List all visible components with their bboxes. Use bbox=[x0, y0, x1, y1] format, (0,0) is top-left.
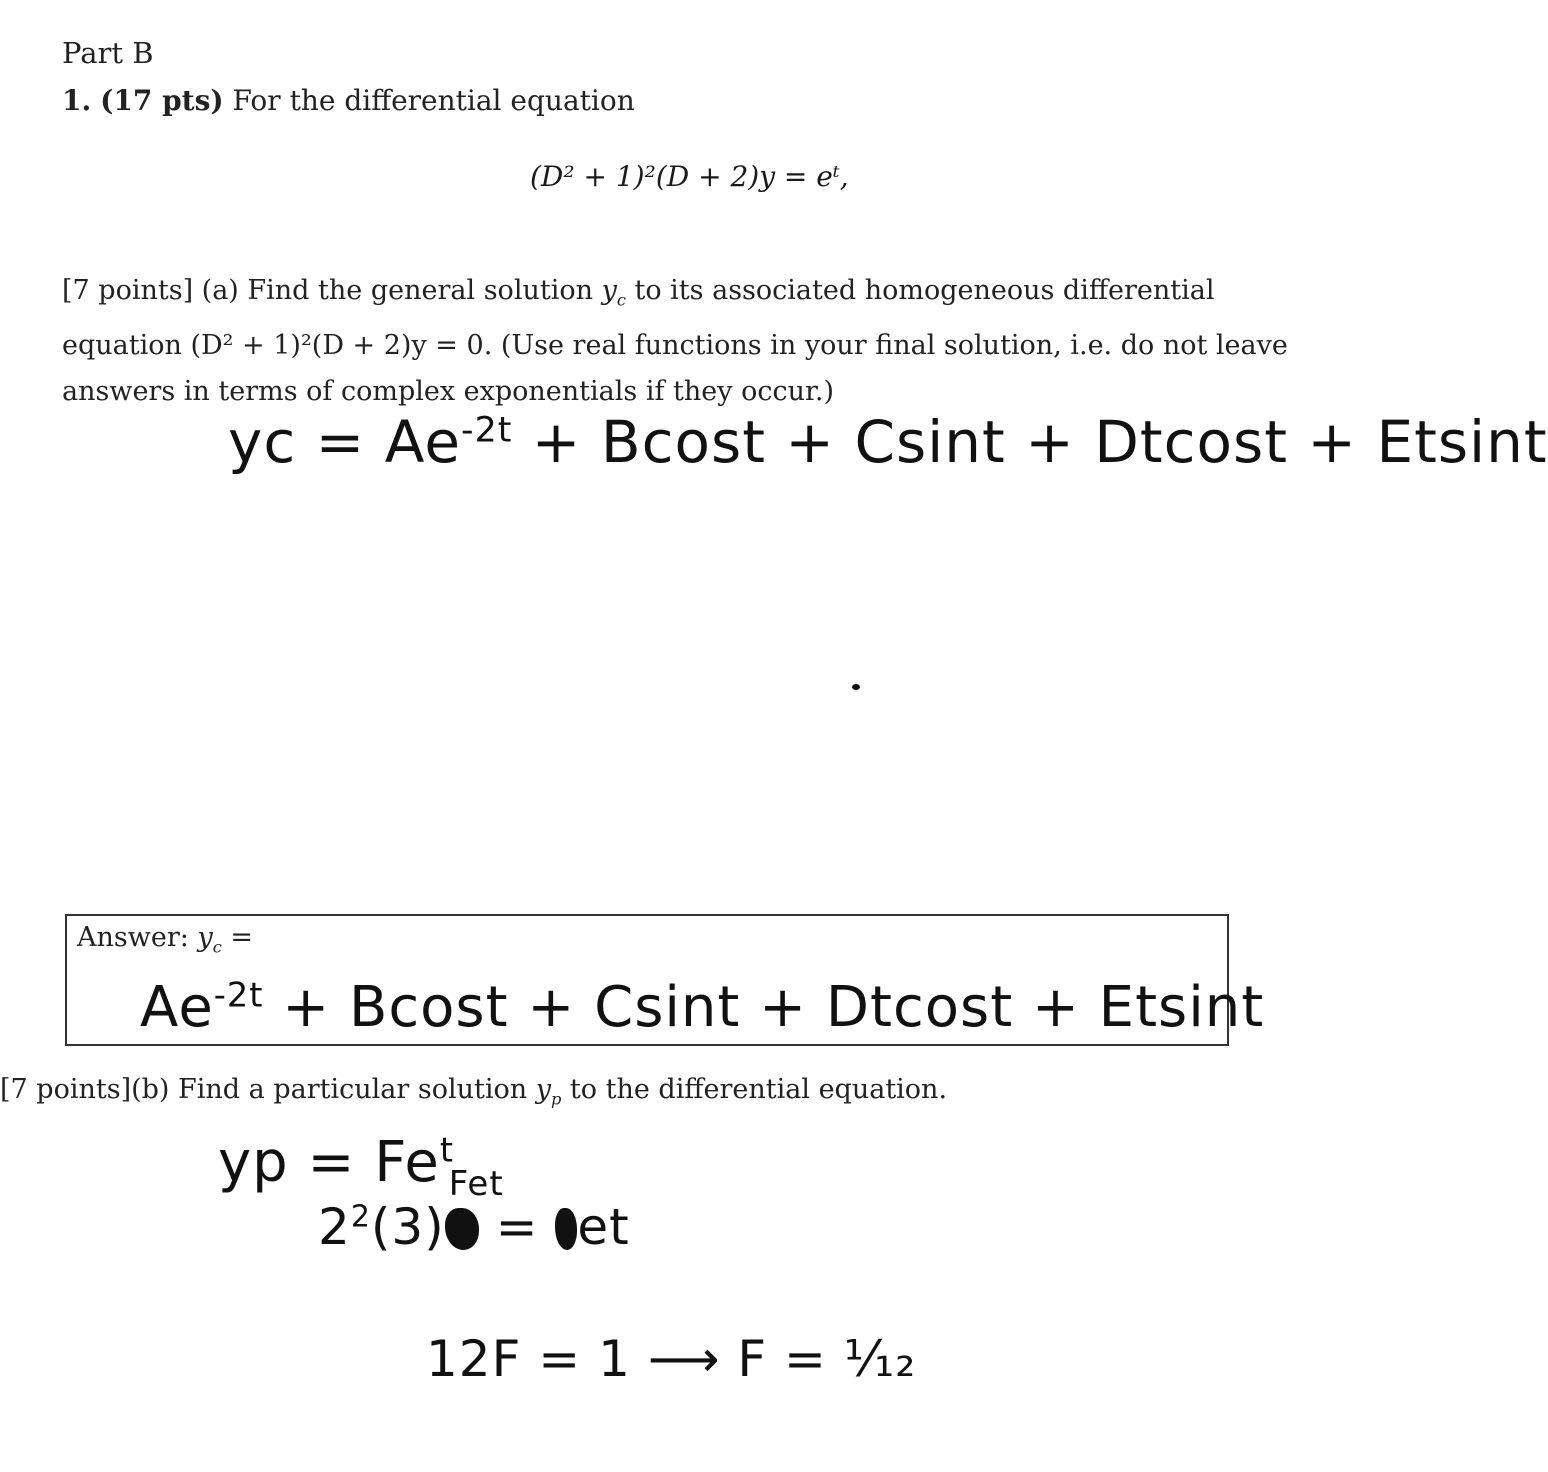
handwritten-general-solution bbox=[228, 408, 1548, 476]
part-title: Part B bbox=[62, 36, 154, 70]
part-a-var-sub: c bbox=[616, 290, 626, 310]
question-number: 1. bbox=[62, 84, 92, 117]
handwritten-answer bbox=[140, 975, 1264, 1040]
question-points: (17 pts) bbox=[100, 84, 224, 117]
hw-ans-base: Ae bbox=[140, 975, 214, 1040]
part-a-text-1: [7 points] (a) Find the general solution bbox=[62, 275, 602, 306]
hw-row2-base: 2 bbox=[318, 1198, 351, 1256]
hw-a-base: Ae bbox=[384, 408, 462, 476]
scribble-mark bbox=[445, 1208, 479, 1250]
hw-a-lhs: yc = bbox=[228, 408, 385, 476]
hw-a-exp: -2t bbox=[461, 410, 513, 451]
answer-var: y bbox=[197, 922, 213, 953]
part-a-text-2: to its associated homogeneous differential equation (D² + 1)²(D + 2)y = 0. (Use real functions in your final solution, i.e. do not leave answers in terms of complex exponentials if they occur.) bbox=[62, 275, 1288, 408]
hw-yp-exp: t bbox=[439, 1130, 454, 1170]
hw-yp-lhs: yp = bbox=[218, 1130, 375, 1195]
part-b-var-sub: p bbox=[550, 1089, 562, 1109]
part-a-text bbox=[62, 268, 1332, 415]
ink-dot bbox=[852, 684, 860, 690]
part-b-text-1: [7 points](b) Find a particular solution bbox=[0, 1074, 536, 1105]
answer-label bbox=[77, 922, 253, 956]
answer-eq-sign: = bbox=[221, 922, 253, 953]
hw-row2-exp: 2 bbox=[350, 1199, 371, 1235]
hw-ans-exp: -2t bbox=[213, 975, 264, 1015]
hw-ans-rest: + Bcost + Csint + Dtcost + Etsint bbox=[263, 975, 1265, 1040]
hw-row2-eq: = bbox=[478, 1198, 556, 1256]
part-b-var: y bbox=[535, 1074, 551, 1105]
part-b-text bbox=[0, 1074, 947, 1108]
part-a-var: y bbox=[601, 275, 617, 306]
handwritten-substitution bbox=[318, 1164, 630, 1256]
answer-var-sub: c bbox=[212, 937, 222, 957]
hw-row2-top: Fet bbox=[448, 1164, 504, 1204]
hw-a-rest: + Bcost + Csint + Dtcost + Etsint bbox=[512, 408, 1548, 476]
scribble-mark-2 bbox=[555, 1208, 577, 1250]
hw-yp-base: Fe bbox=[374, 1130, 440, 1195]
handwritten-result: 12F = 1 ⟶ F = ¹⁄₁₂ bbox=[426, 1330, 917, 1388]
question-line bbox=[62, 84, 635, 117]
handwritten-yp-guess bbox=[218, 1130, 454, 1195]
part-b-text-2: to the differential equation. bbox=[561, 1074, 948, 1105]
question-prompt: For the differential equation bbox=[232, 84, 635, 117]
hw-row2-rhs: et bbox=[577, 1198, 630, 1256]
hw-row2-mid: (3) bbox=[370, 1198, 445, 1256]
main-equation: (D² + 1)²(D + 2)y = eᵗ, bbox=[530, 160, 849, 193]
answer-label-text: Answer: bbox=[77, 922, 189, 953]
